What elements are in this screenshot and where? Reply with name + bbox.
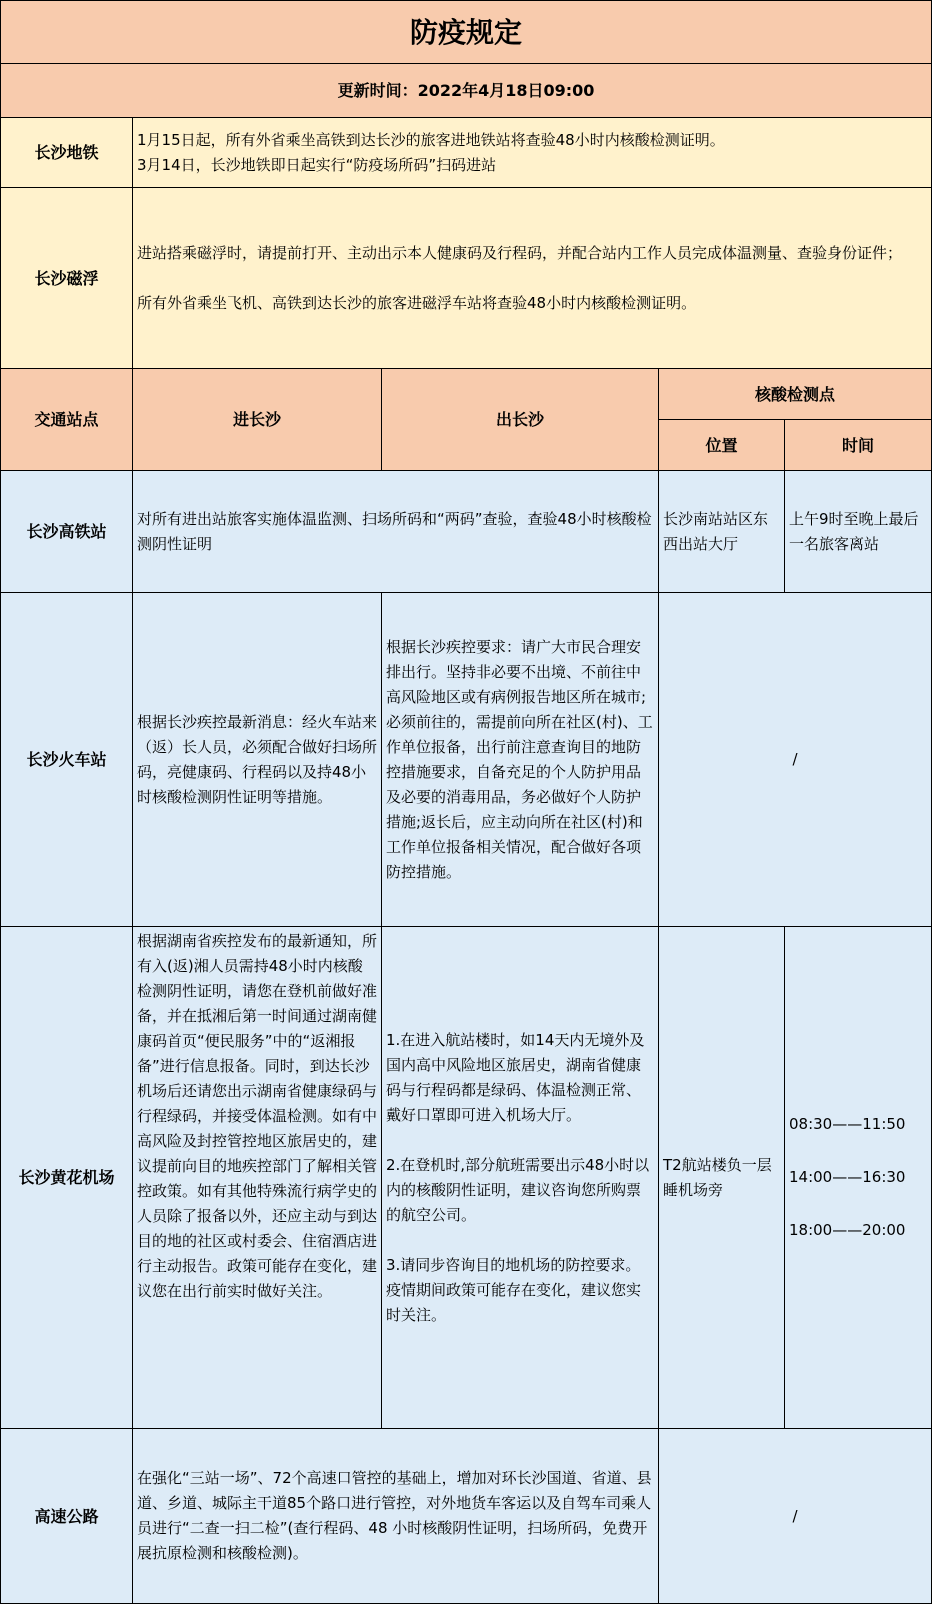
maglev-policy [133,188,932,369]
header-enter: 进长沙 [133,369,382,471]
airport-test-times [785,927,932,1429]
train-test-point: / [659,593,932,927]
train-leave-policy: 根据长沙疾控要求：请广大市民合理安排出行。坚持非必要不出境、不前往中高风险地区或有病例报告地区所在城市;必须前往的，需提前向所在社区(村)、工作单位报备，出行前注意查询目的地防控措施要求，自备充足的个人防护用品及必要的消毒用品，务必做好个人防护措施;返长后，应主动向所在社区(村)和工作单位报备相关情况，配合做好各项防控措施。 [382,593,659,927]
airport-time-slot-1: 08:30——11:50 [789,1115,906,1133]
header-test-points: 核酸检测点 [659,369,932,420]
header-time: 时间 [785,420,932,471]
metro-policy-line-1: 1月15日起，所有外省乘坐高铁到达长沙的旅客进地铁站将查验48小时内核酸检测证明。 [137,130,725,149]
train-enter-policy: 根据长沙疾控最新消息：经火车站来（返）长人员，必须配合做好扫场所码，亮健康码、行程码以及持48小时核酸检测阴性证明等措施。 [133,593,382,927]
header-location: 位置 [659,420,785,471]
airport-leave-item-1: 1.在进入航站楼时，如14天内无境外及国内高中风险地区旅居史，湖南省健康码与行程码都是绿码、体温检测正常、戴好口罩即可进入机场大厅。 [386,1030,645,1124]
hsr-test-time: 上午9时至晚上最后一名旅客离站 [785,471,932,593]
page-title: 防疫规定 [1,1,932,64]
airport-test-location: T2航站楼负一层睡机场旁 [659,927,785,1429]
update-time: 更新时间：2022年4月18日09:00 [1,64,932,118]
header-station: 交通站点 [1,369,133,471]
airport-time-slot-3: 18:00——20:00 [789,1221,906,1239]
airport-time-slot-2: 14:00——16:30 [789,1168,906,1186]
highway-policy: 在强化“三站一场”、72个高速口管控的基础上，增加对环长沙国道、省道、县道、乡道、城际主干道85个路口进行管控，对外地货车客运以及自驾车司乘人员进行“二查一扫二检”(查行程码、48 小时核酸阴性证明，扫场所码，免费开展抗原检测和核酸检测)。 [133,1429,659,1604]
metro-label: 长沙地铁 [1,118,133,188]
maglev-policy-para-1: 进站搭乘磁浮时，请提前打开、主动出示本人健康码及行程码，并配合站内工作人员完成体温测量、查验身份证件； [137,243,903,262]
header-leave: 出长沙 [382,369,659,471]
highway-label: 高速公路 [1,1429,133,1604]
maglev-label: 长沙磁浮 [1,188,133,369]
train-label: 长沙火车站 [1,593,133,927]
airport-leave-item-2: 2.在登机时,部分航班需要出示48小时以内的核酸阴性证明，建议咨询您所购票的航空公司。 [386,1155,650,1224]
airport-label: 长沙黄花机场 [1,927,133,1429]
maglev-policy-para-2: 所有外省乘坐飞机、高铁到达长沙的旅客进磁浮车站将查验48小时内核酸检测证明。 [137,293,697,312]
airport-leave-item-3: 3.请同步咨询目的地机场的防控要求。疫情期间政策可能存在变化，建议您实时关注。 [386,1255,642,1324]
airport-enter-policy: 根据湖南省疾控发布的最新通知，所有入(返)湘人员需持48小时内核酸检测阴性证明，请您在登机前做好准备，并在抵湘后第一时间通过湖南健康码首页“便民服务”中的“返湘报备”进行信息报备。同时，到达长沙机场后还请您出示湖南省健康绿码与行程绿码，并接受体温检测。如有中高风险及封控管控地区旅居史的，建议提前向目的地疾控部门了解相关管控政策。如有其他特殊流行病学史的人员除了报备以外，还应主动与到达目的地的社区或村委会、住宿酒店进行主动报告。政策可能存在变化，建议您在出行前实时做好关注。 [133,927,382,1429]
hsr-policy: 对所有进出站旅客实施体温监测、扫场所码和“两码”查验，查验48小时核酸检测阴性证明 [133,471,659,593]
airport-leave-policy [382,927,659,1429]
metro-policy-line-2: 3月14日，长沙地铁即日起实行“防疫场所码”扫码进站 [137,155,497,174]
metro-policy [133,118,932,188]
highway-test-point: / [659,1429,932,1604]
hsr-test-location: 长沙南站站区东西出站大厅 [659,471,785,593]
hsr-label: 长沙高铁站 [1,471,133,593]
